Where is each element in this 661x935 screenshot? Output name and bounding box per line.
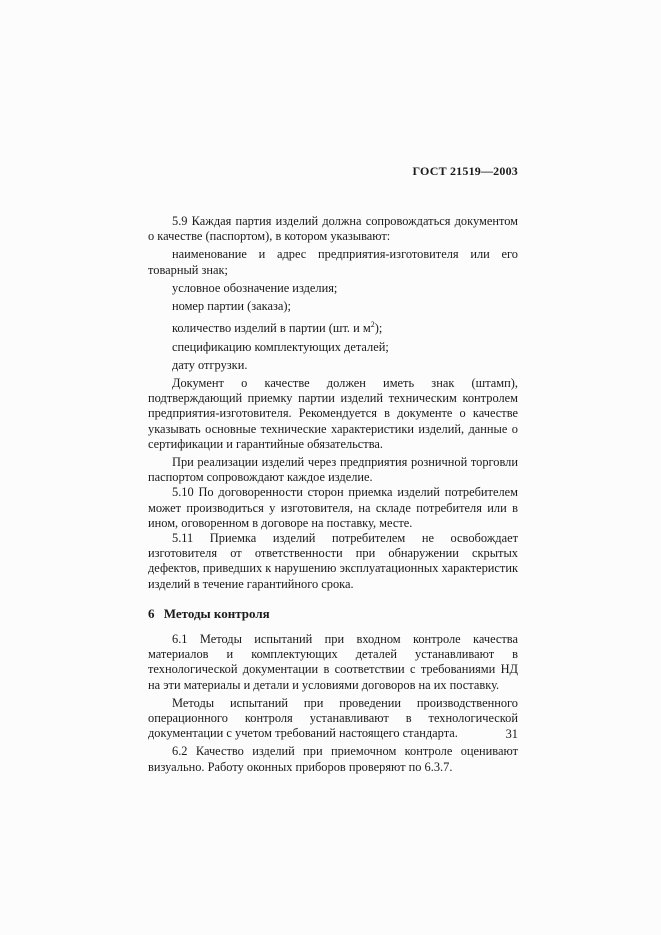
quantity-superscript: 2 [370, 320, 375, 330]
page-number: 31 [505, 727, 518, 741]
list-item-manufacturer: наименование и адрес предприятия-изготовителя или его товарный знак; [148, 247, 518, 277]
list-item-specification: спецификацию комплектующих деталей; [172, 339, 389, 354]
paragraph-5-9: 5.9 Каждая партия изделий должна сопровождаться документом о качестве (паспортом), в котором указывают: [148, 214, 518, 244]
paragraph-5-11: 5.11 Приемка изделий потребителем не освобождает изготовителя от ответственности при обнаружении скрытых дефектов, приведших к нарушению эксплуатационных характеристик изделий в течение гарантийного срока. [148, 530, 518, 591]
list-item-designation: условное обозначение изделия; [172, 280, 338, 295]
paragraph-5-10: 5.10 По договоренности сторон приемка изделий потребителем может производиться у изготовителя, на складе потребителя или в ином, оговоренном в договоре на поставку, месте. [148, 485, 518, 530]
paragraph-6-1: 6.1 Методы испытаний при входном контроле качества материалов и комплектующих деталей устанавливают в технологической документации в соответствии с требованиями НД на эти материалы и детали и условиями договоров на их поставку. [148, 632, 518, 692]
list-item-shipping-date: дату отгрузки. [172, 357, 248, 372]
section-number: 6 [148, 605, 155, 621]
section-heading-6 [148, 606, 518, 621]
list-item-batch-number: номер партии (заказа); [172, 299, 291, 314]
paragraph-operational-control: Методы испытаний при проведении производственного операционного контроля устанавливают в технологической документации с учетом требований настоящего стандарта. [148, 695, 518, 741]
document-code-header: ГОСТ 21519—2003 [412, 164, 518, 178]
body-text [148, 214, 518, 775]
list-item-quantity [148, 317, 518, 336]
paragraph-6-2: 6.2 Качество изделий при приемочном контроле оценивают визуально. Работу оконных приборов проверяют по 6.3.7. [148, 744, 518, 774]
quantity-text: количество изделий в партии (шт. и м [172, 321, 371, 336]
section-title: Методы контроля [163, 605, 270, 621]
paragraph-quality-document: Документ о качестве должен иметь знак (штамп), подтверждающий приемку партии изделий техническим контролем предприятия-изготовителя. Рекомендуется в документе о качестве указывать основные технические характеристики изделий, данные о сертификации и гарантийные обязательства. [148, 375, 518, 451]
paragraph-retail: При реализации изделий через предприятия розничной торговли паспортом сопровождают каждое изделие. [148, 454, 518, 485]
quantity-tail: ); [374, 321, 383, 336]
